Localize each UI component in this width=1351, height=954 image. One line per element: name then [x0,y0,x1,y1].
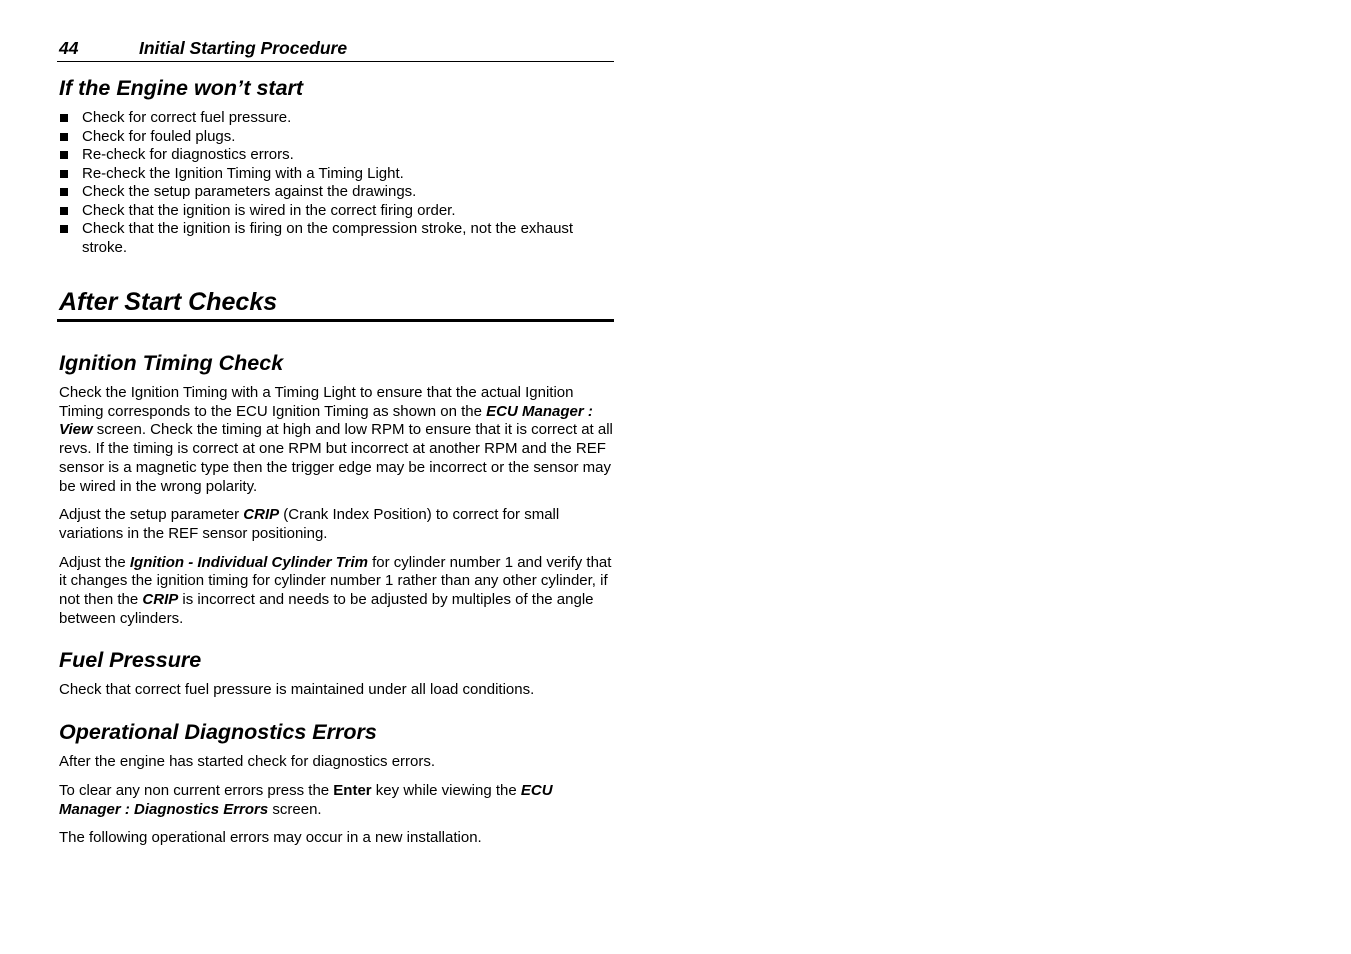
list-item: Check that the ignition is firing on the compression stroke, not the exhaust stroke. [59,220,616,257]
square-bullet-icon [60,170,68,178]
diagnostics-paragraph-1: After the engine has started check for diagnostics errors. [59,753,436,771]
running-header [57,36,614,62]
heading-operational-diagnostics-errors: Operational Diagnostics Errors [59,720,377,745]
page-number: 44 [59,38,79,58]
square-bullet-icon [60,225,68,233]
list-item: Re-check the Ignition Timing with a Timing Light. [59,165,616,184]
running-header-title: Initial Starting Procedure [139,38,348,58]
ignition-timing-paragraph-1: Check the Ignition Timing with a Timing Light to ensure that the actual Ignition Timing corresponds to the ECU Ignition Timing as shown on the ECU Manager : View screen. Check the timing at high and low RPM to ensure that it is correct at all revs. If the timing is correct at one RPM but incorrect at another RPM and the REF sensor is a magnetic type then the trigger edge may be incorrect or the sensor may be wired in the wrong polarity. [59,384,613,495]
square-bullet-icon [60,207,68,215]
fuel-pressure-paragraph: Check that correct fuel pressure is maintained under all load conditions. [59,681,535,699]
diagnostics-paragraph-3: The following operational errors may occur in a new installation. [59,829,482,847]
heading-after-start-checks: After Start Checks [57,286,614,322]
list-item: Check that the ignition is wired in the correct firing order. [59,202,616,221]
ignition-timing-paragraph-2: Adjust the setup parameter CRIP (Crank Index Position) to correct for small variations in the REF sensor positioning. [59,506,560,542]
list-item: Check for fouled plugs. [59,128,616,147]
square-bullet-icon [60,114,68,122]
heading-fuel-pressure: Fuel Pressure [59,648,202,673]
wont-start-checklist [59,109,616,257]
ignition-timing-paragraph-3: Adjust the Ignition - Individual Cylinder Trim for cylinder number 1 and verify that it changes the ignition timing for cylinder number 1 rather than any other cylinder, if not then the CRIP is incorrect and needs to be adjusted by multiples of the angle between cylinders. [59,553,612,627]
square-bullet-icon [60,188,68,196]
list-item: Re-check for diagnostics errors. [59,146,616,165]
list-item: Check the setup parameters against the drawings. [59,183,616,202]
square-bullet-icon [60,133,68,141]
square-bullet-icon [60,151,68,159]
heading-ignition-timing-check: Ignition Timing Check [59,351,284,375]
document-page [59,36,616,848]
list-item: Check for correct fuel pressure. [59,109,616,128]
diagnostics-paragraph-2: To clear any non current errors press the Enter key while viewing the ECU Manager : Diagnostics Errors screen. [59,781,553,818]
heading-engine-wont-start: If the Engine won’t start [59,76,304,100]
